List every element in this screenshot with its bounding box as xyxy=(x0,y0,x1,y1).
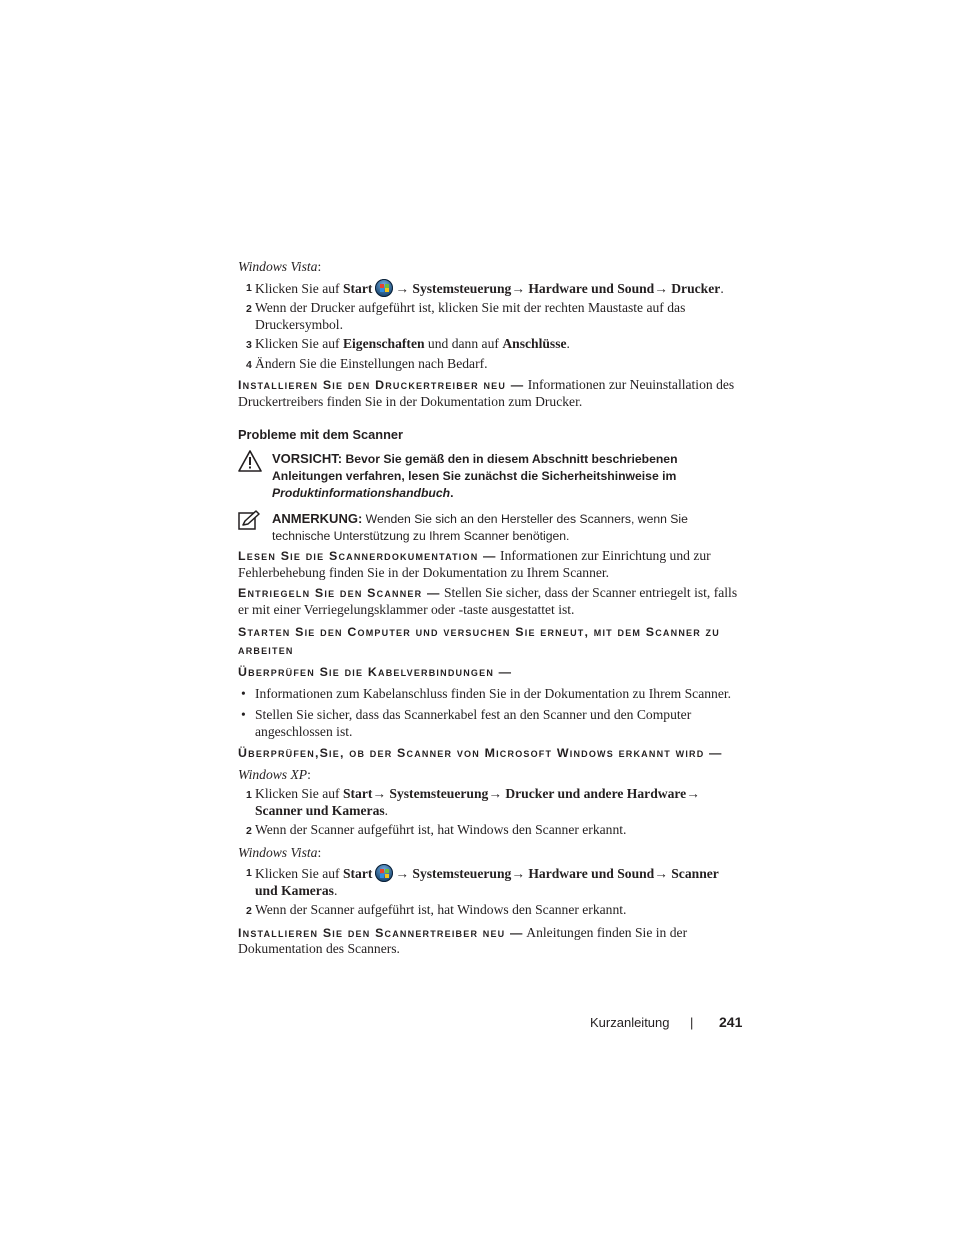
section-heading-scanner: Probleme mit dem Scanner xyxy=(238,427,403,442)
vista-step-3: 3 Klicken Sie auf Eigenschaften und dann auf Anschlüsse. xyxy=(246,336,570,351)
vista-step-1: 1 Klicken Sie auf Start → Systemsteuerung→ Hardware und Sound→ Drucker. xyxy=(246,280,724,296)
windows-start-icon xyxy=(375,864,393,882)
xp-step-2: 2 Wenn der Scanner aufgeführt ist, hat Windows den Scanner erkannt. xyxy=(246,822,627,837)
check-recognized: Überprüfen,Sie, ob der Scanner von Microsoft Windows erkannt wird — xyxy=(238,746,723,760)
caution-box: VORSICHT: Bevor Sie gemäß den in diesem Abschnitt beschriebenen Anleitungen verfahren, lesen Sie zunächst die Sicherheitshinweise im Produktinformationshandbuch. xyxy=(238,450,740,502)
read-scanner-docs: Lesen Sie die Scannerdokumentation — Informationen zur Einrichtung und zur Fehlerbehebung finden Sie in der Dokumentation zu Ihrem Scanner. xyxy=(238,548,711,580)
page-content xyxy=(238,259,740,958)
pencil-note-icon xyxy=(238,510,260,535)
page-number: 241 xyxy=(719,1014,743,1030)
vista2-step-1: 1 Klicken Sie auf Start → Systemsteuerung→ Hardware und Sound→ Scanner und Kameras. xyxy=(246,866,719,898)
reinstall-printer-driver: Installieren Sie den Druckertreiber neu — Informationen zur Neuinstallation des Druckertreibers finden Sie in der Dokumentation zum Drucker. xyxy=(238,377,735,409)
footer-section: Kurzanleitung xyxy=(590,1015,670,1030)
os-label-xp: Windows XP: xyxy=(238,766,311,782)
reinstall-scanner-driver: Installieren Sie den Scannertreiber neu — Anleitungen finden Sie in der Dokumentation des Scanners. xyxy=(238,924,688,956)
list-item: • Informationen zum Kabelanschluss finden Sie in der Dokumentation zu Ihrem Scanner. xyxy=(241,685,732,701)
os-label-vista-2: Windows Vista: xyxy=(238,844,322,860)
windows-start-icon xyxy=(375,279,393,297)
vista-step-2: 2 Wenn der Drucker aufgeführt ist, klicken Sie mit der rechten Maustaste auf das Druckersymbol. xyxy=(246,300,686,332)
xp-step-1: 1 Klicken Sie auf Start→ Systemsteuerung→ Drucker und andere Hardware→ Scanner und Kameras. xyxy=(246,786,700,818)
vista-step-4: 4 Ändern Sie die Einstellungen nach Bedarf. xyxy=(246,355,488,371)
note-box: ANMERKUNG: Wenden Sie sich an den Hersteller des Scanners, wenn Sie technische Unterstützung zu Ihrem Scanner benötigen. xyxy=(238,510,740,545)
vista2-step-2: 2 Wenn der Scanner aufgeführt ist, hat Windows den Scanner erkannt. xyxy=(246,902,627,917)
os-label-vista: Windows Vista: xyxy=(238,259,322,274)
check-cables: Überprüfen Sie die Kabelverbindungen — xyxy=(238,665,513,679)
unlock-scanner: Entriegeln Sie den Scanner — Stellen Sie sicher, dass der Scanner entriegelt ist, falls er mit einer Verriegelungsklammer oder -taste ausgestattet ist. xyxy=(238,585,738,617)
footer-separator: | xyxy=(690,1015,694,1030)
warning-icon xyxy=(238,450,262,477)
restart-computer: Starten Sie den Computer und versuchen Sie erneut, mit dem Scanner zu arbeiten xyxy=(238,625,720,657)
list-item: • Stellen Sie sicher, dass das Scannerkabel fest an den Scanner und den Computer angeschlossen ist. xyxy=(241,707,692,739)
